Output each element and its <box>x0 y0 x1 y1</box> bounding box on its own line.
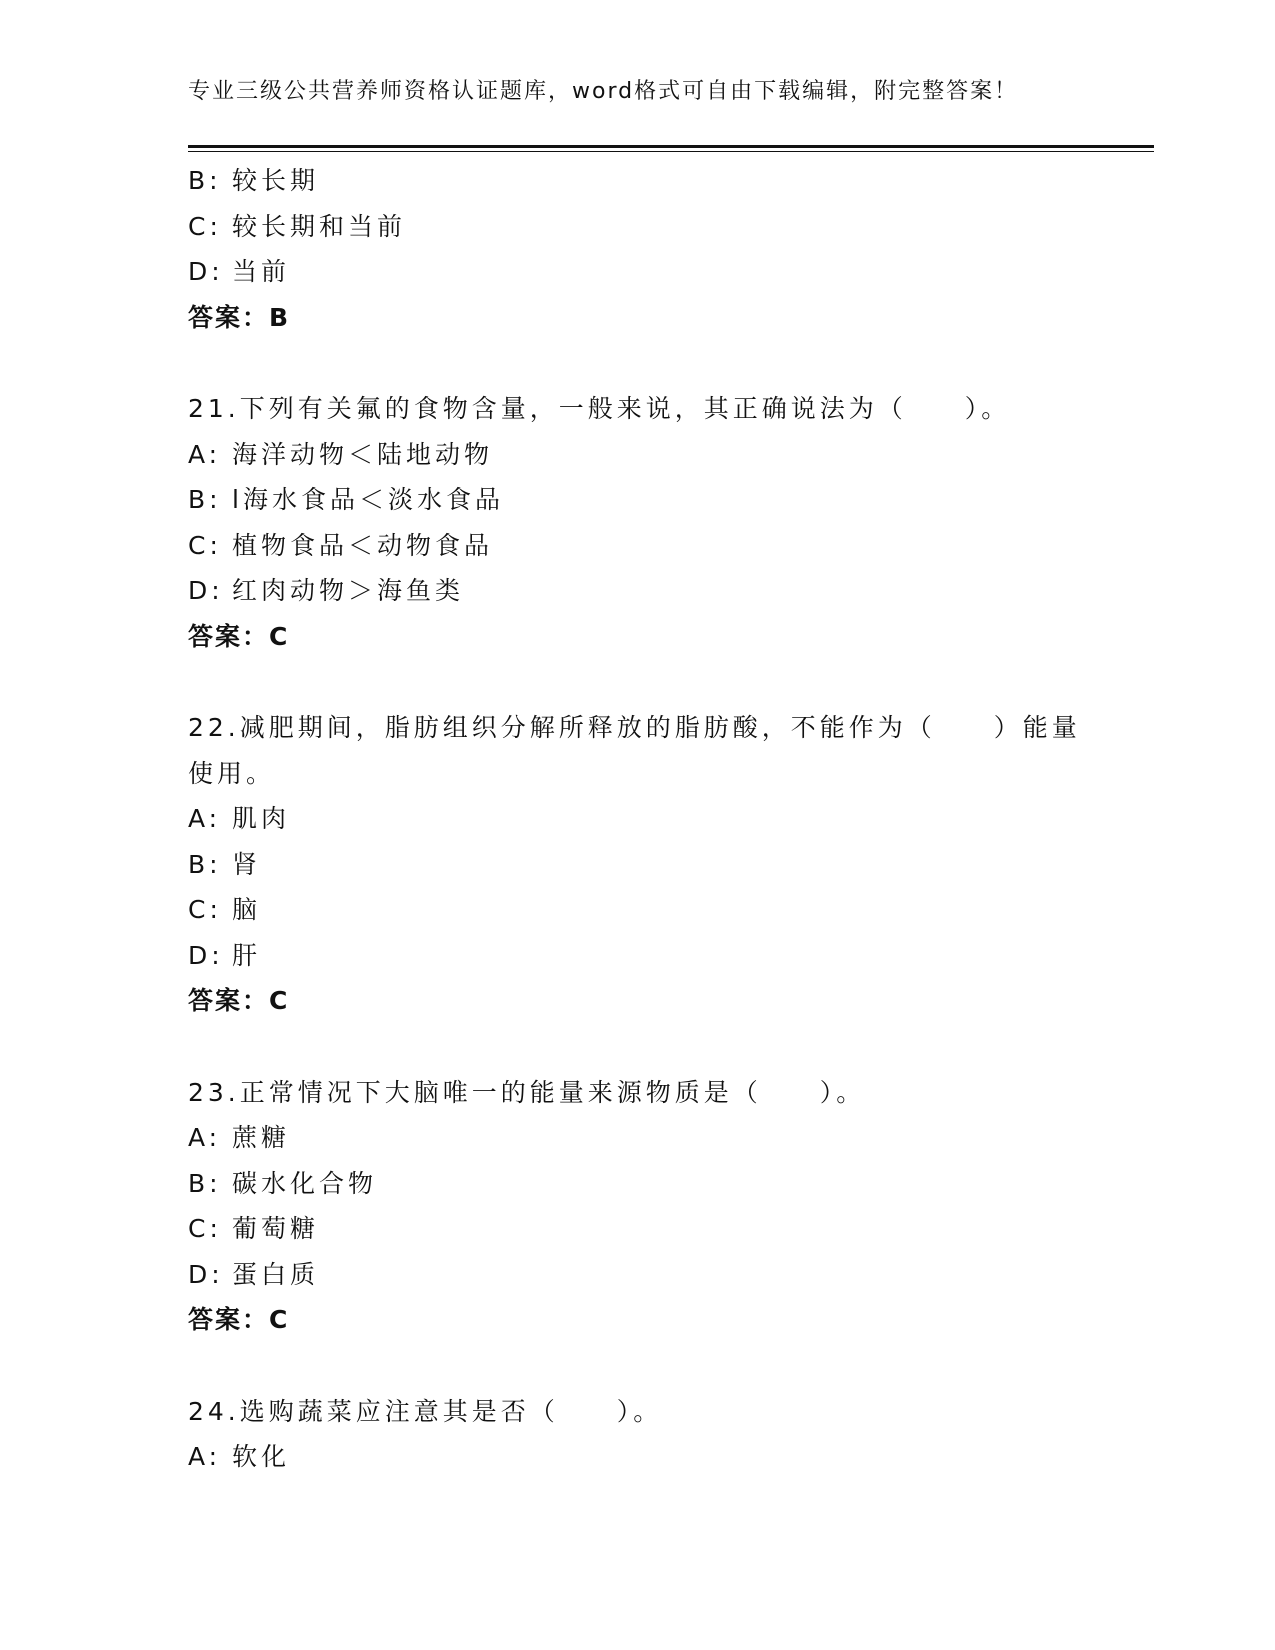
option-label: C: <box>188 211 222 241</box>
option-text: 肝 <box>232 940 262 970</box>
question-24 <box>188 1389 1088 1480</box>
option-label: D: <box>188 940 224 970</box>
header-rule-thin <box>188 151 1154 152</box>
answer-line: 答案：C <box>188 1305 290 1334</box>
option-text: 肌肉 <box>232 804 291 833</box>
header-rule-thick <box>188 145 1154 148</box>
question-23 <box>188 1070 1088 1343</box>
question-stem: 22.减肥期间，脂肪组织分解所释放的脂肪酸，不能作为（ ）能量 <box>188 713 1081 742</box>
prev-question <box>188 158 1088 340</box>
option-line <box>188 1206 1088 1252</box>
option-line <box>188 933 1088 979</box>
option-label: D: <box>188 576 224 605</box>
option-text: 脑 <box>232 895 262 924</box>
question-stem: 23.正常情况下大脑唯一的能量来源物质是（ ）。 <box>188 1077 866 1107</box>
option-label: A: <box>188 1123 222 1152</box>
option-line <box>188 158 1088 204</box>
spacer <box>188 1024 1088 1070</box>
option-label: A: <box>188 439 222 469</box>
option-label: D: <box>188 1259 224 1289</box>
option-label: B: <box>188 1168 222 1198</box>
option-line <box>188 432 1088 478</box>
option-line <box>188 1115 1088 1161</box>
question-content <box>188 158 1088 1480</box>
option-label: A: <box>188 1442 222 1471</box>
option-line <box>188 249 1088 295</box>
option-text: 肾 <box>232 849 262 879</box>
option-label: A: <box>188 804 222 833</box>
option-text: 较长期 <box>232 166 320 195</box>
option-line <box>188 1161 1088 1207</box>
option-label: B: <box>188 485 222 514</box>
question-21 <box>188 386 1088 659</box>
option-text: 蛋白质 <box>232 1259 320 1289</box>
spacer <box>188 1343 1088 1389</box>
page-header: 专业三级公共营养师资格认证题库，word格式可自由下载编辑，附完整答案！ <box>188 79 1019 104</box>
option-label: B: <box>188 849 222 879</box>
option-text: 红肉动物＞海鱼类 <box>232 576 465 605</box>
option-text: 葡萄糖 <box>232 1214 320 1243</box>
question-stem: 24.选购蔬菜应注意其是否（ ）。 <box>188 1396 663 1426</box>
option-line <box>188 842 1088 888</box>
option-line <box>188 523 1088 569</box>
spacer <box>188 659 1088 705</box>
answer-line: 答案：C <box>188 986 290 1015</box>
option-text: l海水食品＜淡水食品 <box>232 485 504 514</box>
option-text: 碳水化合物 <box>232 1168 378 1198</box>
answer-line: 答案：B <box>188 302 291 332</box>
option-label: D: <box>188 257 224 286</box>
option-line <box>188 568 1088 614</box>
option-line <box>188 1434 1088 1480</box>
option-text: 蔗糖 <box>232 1123 291 1152</box>
answer-line: 答案：C <box>188 621 290 651</box>
option-label: B: <box>188 166 222 195</box>
option-line <box>188 204 1088 250</box>
option-label: C: <box>188 895 222 924</box>
question-stem: 21.下列有关氟的食物含量，一般来说，其正确说法为（ ）。 <box>188 394 1011 423</box>
option-text: 软化 <box>232 1442 291 1471</box>
option-text: 较长期和当前 <box>232 211 407 241</box>
option-line <box>188 887 1088 933</box>
option-line <box>188 1252 1088 1298</box>
option-text: 当前 <box>232 257 291 286</box>
question-22 <box>188 705 1088 1024</box>
option-line <box>188 477 1088 523</box>
spacer <box>188 340 1088 386</box>
option-label: C: <box>188 530 222 560</box>
option-label: C: <box>188 1214 222 1243</box>
option-text: 植物食品＜动物食品 <box>232 530 494 560</box>
option-text: 海洋动物＜陆地动物 <box>232 439 494 469</box>
question-stem-continued: 使用。 <box>188 758 276 788</box>
option-line <box>188 796 1088 842</box>
